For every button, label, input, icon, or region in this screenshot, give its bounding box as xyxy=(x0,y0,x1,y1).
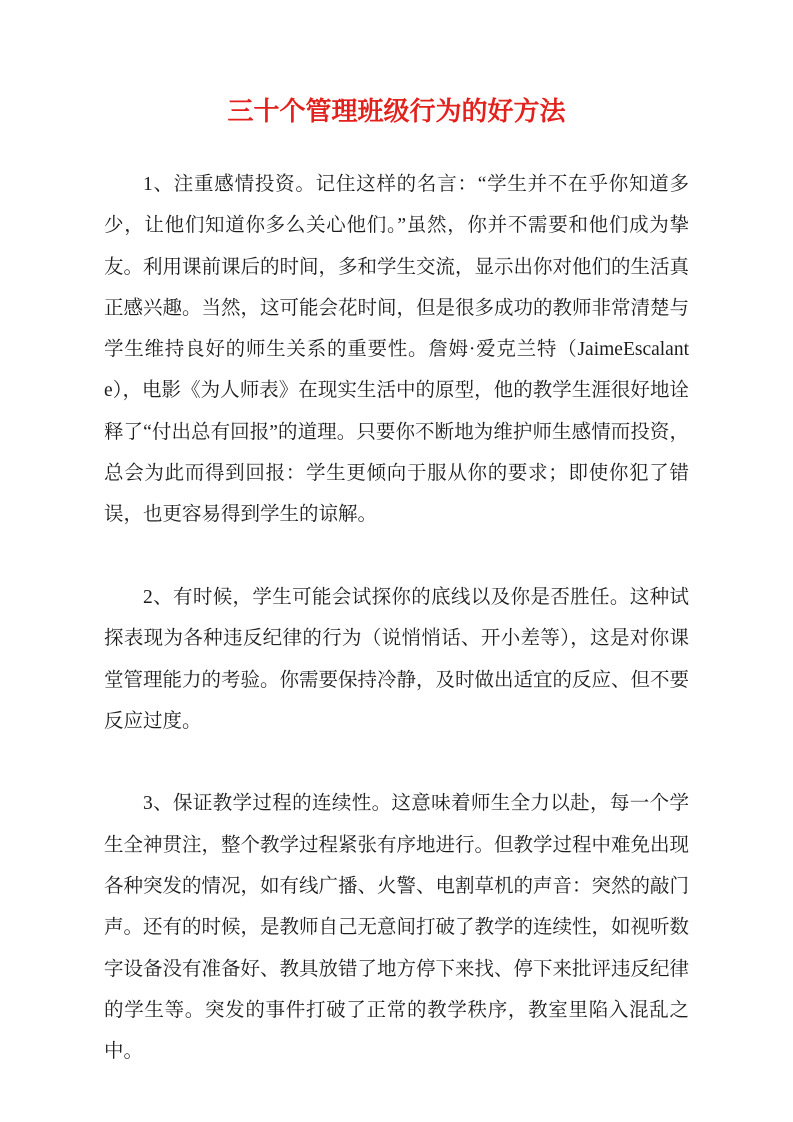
paragraph-2: 2、有时候，学生可能会试探你的底线以及你是否胜任。这种试探表现为各种违反纪律的行为（说悄悄话、开小差等），这是对你课堂管理能力的考验。你需要保持冷静，及时做出适宜的反应、但不要反应过度。 xyxy=(104,586,690,732)
document-title: 三十个管理班级行为的好方法 xyxy=(227,97,566,126)
paragraph-3: 3、保证教学过程的连续性。这意味着师生全力以赴，每一个学生全神贯注，整个教学过程紧张有序地进行。但教学过程中难免出现各种突发的情况，如有线广播、火警、电割草机的声音：突然的敲门声。还有的时候，是教师自己无意间打破了教学的连续性，如视听数字设备没有准备好、教具放错了地方停下来找、停下来批评违反纪律的学生等。突发的事件打破了正常的教学秩序，教室里陷入混乱之中。 xyxy=(104,793,690,1063)
paragraph-1: 1、注重感情投资。记住这样的名言：“学生并不在乎你知道多少，让他们知道你多么关心他们。”虽然，你并不需要和他们成为挚友。利用课前课后的时间，多和学生交流，显示出你对他们的生活真正感兴趣。当然，这可能会花时间，但是很多成功的教师非常清楚与学生维持良好的师生关系的重要性。詹姆·爱克兰特（JaimeEscalante），电影《为人师表》在现实生活中的原型，他的教学生涯很好地诠释了“付出总有回报”的道理。只要你不断地为维护师生感情而投资，总会为此而得到回报：学生更倾向于服从你的要求；即使你犯了错误，也更容易得到学生的谅解。 xyxy=(104,174,690,526)
